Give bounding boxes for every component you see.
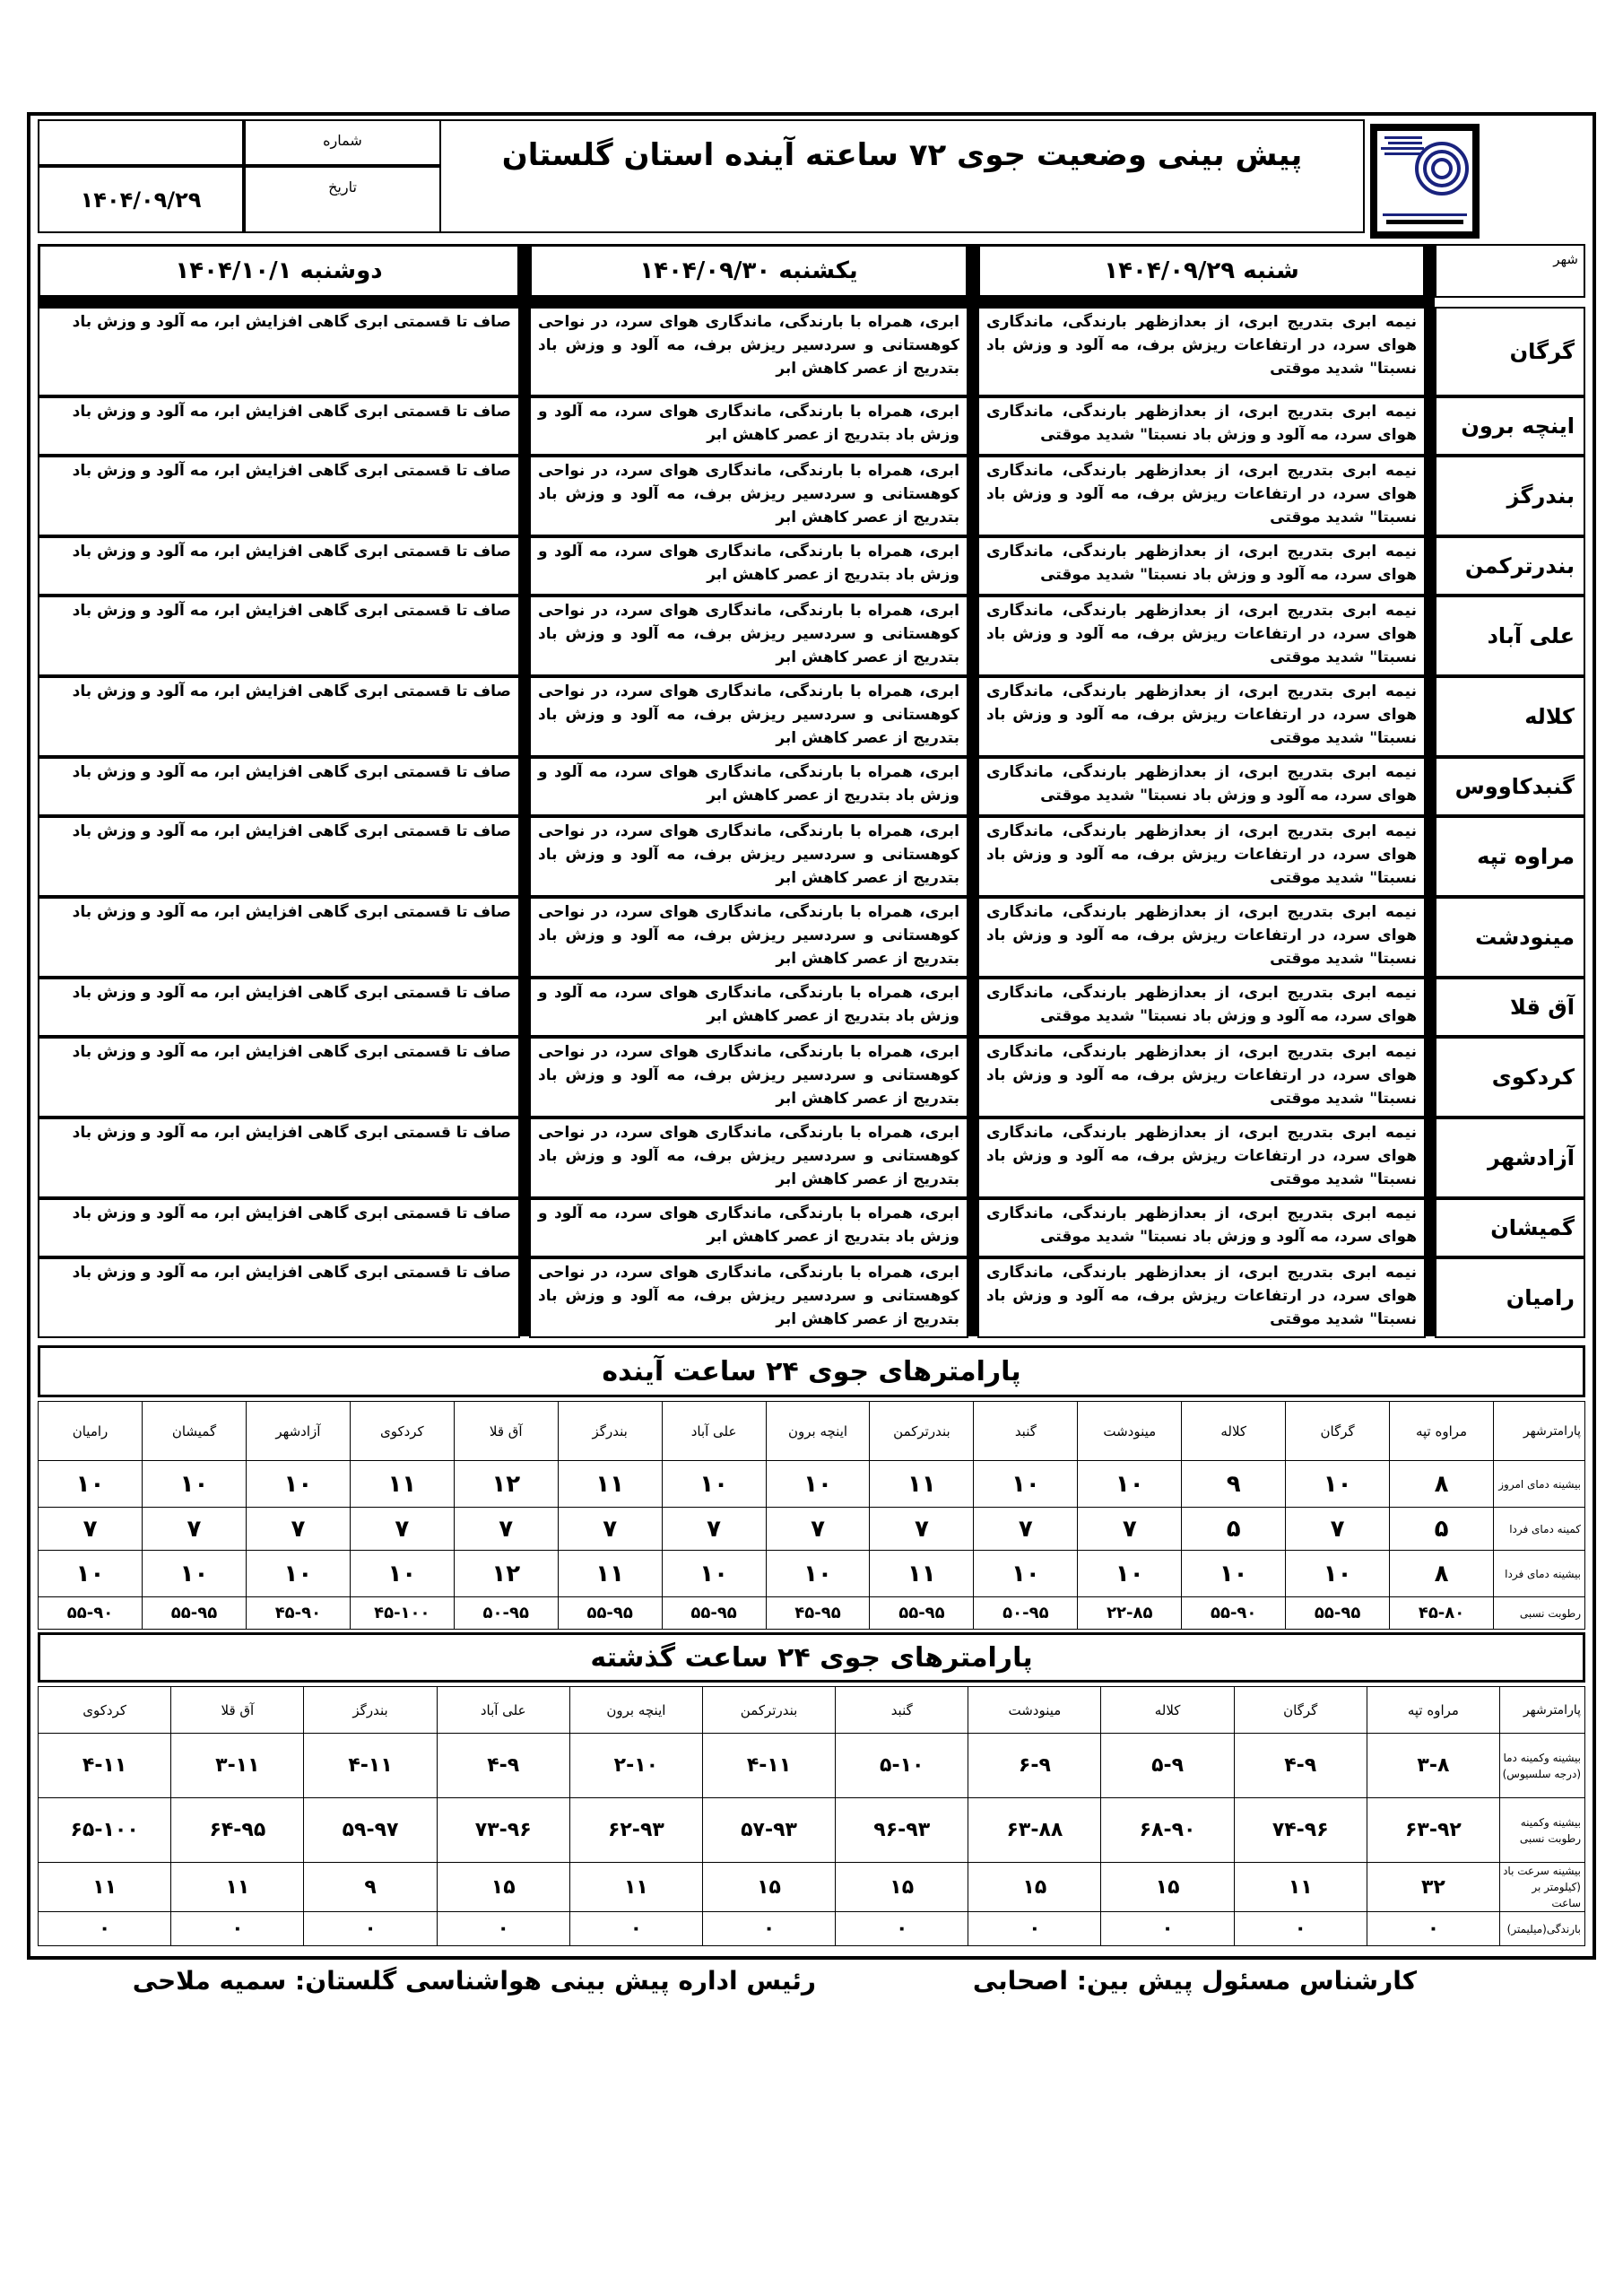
cell-value: ۴-۱۱ — [304, 1734, 437, 1798]
cell-value: ۱۰ — [1078, 1551, 1182, 1597]
cell-value: ۱۰ — [143, 1551, 247, 1597]
column-city: کلاله — [1101, 1687, 1234, 1734]
cell-value: ۱۱ — [558, 1551, 662, 1597]
table-header-row — [39, 1402, 1585, 1461]
column-city: گرگان — [1234, 1687, 1367, 1734]
column-city: اینچه برون — [766, 1402, 870, 1461]
cell-value: ۱۱ — [39, 1863, 171, 1912]
row-divider — [38, 298, 1435, 307]
cell-value: ۷ — [870, 1508, 974, 1551]
forecast-day3: صاف تا قسمتی ابری گاهی افزایش ابر، مه آلود و وزش باد — [38, 757, 520, 816]
city-column-header: شهر — [1435, 244, 1585, 298]
number-label-cell — [244, 119, 441, 166]
forecast-day3: صاف تا قسمتی ابری گاهی افزایش ابر، مه آلود و وزش باد — [38, 897, 520, 978]
cell-value: ۱۰ — [662, 1461, 766, 1508]
cell-value: ۷ — [454, 1508, 558, 1551]
forecast-day1: نیمه ابری بتدریج ابری، از بعدازظهر بارندگی، ماندگاری هوای سرد، مه آلود و وزش باد نسبتا" شدید موقتی — [977, 536, 1426, 596]
cell-value: ۱۰ — [974, 1551, 1078, 1597]
cell-value: ۰ — [171, 1912, 304, 1946]
city-name: رامیان — [1435, 1257, 1585, 1338]
cell-value: ۰ — [1367, 1912, 1499, 1946]
column-city: مراوه تپه — [1390, 1402, 1494, 1461]
cell-value: ۱۲ — [454, 1551, 558, 1597]
cell-value: ۱۱ — [569, 1863, 702, 1912]
cell-value: ۰ — [836, 1912, 968, 1946]
city-name: گرگان — [1435, 307, 1585, 396]
cell-value: ۵ — [1390, 1508, 1494, 1551]
cell-value: ۹ — [1182, 1461, 1286, 1508]
row-label: کمینه دمای فردا — [1494, 1508, 1585, 1551]
city-name: کلاله — [1435, 676, 1585, 757]
forecast-day3: صاف تا قسمتی ابری گاهی افزایش ابر، مه آلود و وزش باد — [38, 456, 520, 536]
cell-value: ۱۱ — [870, 1461, 974, 1508]
column-city: آزادشهر — [246, 1402, 350, 1461]
forecast-day2: ابری، همراه با بارندگی، ماندگاری هوای سرد، مه آلود و وزش باد بتدریج از عصر کاهش ابر — [529, 978, 968, 1037]
forecast-day1: نیمه ابری بتدریج ابری، از بعدازظهر بارندگی، ماندگاری هوای سرد، مه آلود و وزش باد نسبتا" شدید موقتی — [977, 978, 1426, 1037]
cell-value: ۴-۱۱ — [39, 1734, 171, 1798]
forecast-day2: ابری، همراه با بارندگی، ماندگاری هوای سرد، در نواحی کوهستانی و سردسیر ریزش برف، مه آلود و وزش باد بتدریج از عصر کاهش ابر — [529, 676, 968, 757]
cell-value: ۱۰ — [350, 1551, 454, 1597]
cell-value: ۷۴-۹۶ — [1234, 1798, 1367, 1863]
column-divider — [1426, 244, 1435, 1336]
forecast-day2: ابری، همراه با بارندگی، ماندگاری هوای سرد، در نواحی کوهستانی و سردسیر ریزش برف، مه آلود و وزش باد بتدریج از عصر کاهش ابر — [529, 307, 968, 396]
cell-value: ۶۳-۹۲ — [1367, 1798, 1499, 1863]
cell-value: ۳-۸ — [1367, 1734, 1499, 1798]
meteorological-organization-logo — [1370, 124, 1480, 239]
forecast-day3: صاف تا قسمتی ابری گاهی افزایش ابر، مه آلود و وزش باد — [38, 1118, 520, 1198]
forecast-day3: صاف تا قسمتی ابری گاهی افزایش ابر، مه آلود و وزش باد — [38, 676, 520, 757]
cell-value: ۱۰ — [143, 1461, 247, 1508]
logo-emblem-icon — [1377, 131, 1472, 231]
forecast-day3: صاف تا قسمتی ابری گاهی افزایش ابر، مه آلود و وزش باد — [38, 307, 520, 396]
cell-value: ۷ — [246, 1508, 350, 1551]
cell-value: ۵۵-۹۰ — [39, 1597, 143, 1630]
forecast-day2: ابری، همراه با بارندگی، ماندگاری هوای سرد، مه آلود و وزش باد بتدریج از عصر کاهش ابر — [529, 757, 968, 816]
cell-value: ۴-۱۱ — [702, 1734, 835, 1798]
column-city: رامیان — [39, 1402, 143, 1461]
cell-value: ۰ — [968, 1912, 1101, 1946]
cell-value: ۱۰ — [974, 1461, 1078, 1508]
cell-value: ۵۷-۹۳ — [702, 1798, 835, 1863]
column-city: بندرترکمن — [870, 1402, 974, 1461]
city-name: آزادشهر — [1435, 1118, 1585, 1198]
cell-value: ۲۲-۸۵ — [1078, 1597, 1182, 1630]
column-city: گمیشان — [143, 1402, 247, 1461]
cell-value: ۷۳-۹۶ — [437, 1798, 569, 1863]
cell-value: ۶۲-۹۳ — [569, 1798, 702, 1863]
cell-value: ۱۰ — [39, 1461, 143, 1508]
cell-value: ۶-۹ — [968, 1734, 1101, 1798]
cell-value: ۴۵-۸۰ — [1390, 1597, 1494, 1630]
cell-value: ۸ — [1390, 1551, 1494, 1597]
row-label: رطوبت نسبی — [1494, 1597, 1585, 1630]
row-label: بیشینه وکمینه رطوبت نسبی — [1500, 1798, 1585, 1863]
cell-value: ۱۰ — [1286, 1551, 1390, 1597]
cell-value: ۷ — [143, 1508, 247, 1551]
cell-value: ۷ — [974, 1508, 1078, 1551]
cell-value: ۹۶-۹۳ — [836, 1798, 968, 1863]
forecast-day1: نیمه ابری بتدریج ابری، از بعدازظهر بارندگی، ماندگاری هوای سرد، مه آلود و وزش باد نسبتا" شدید موقتی — [977, 1198, 1426, 1257]
column-city: اینچه برون — [569, 1687, 702, 1734]
city-name: بندرترکمن — [1435, 536, 1585, 596]
date-value: ۱۴۰۴/۰۹/۲۹ — [80, 187, 202, 213]
cell-value: ۵۵-۹۵ — [662, 1597, 766, 1630]
cell-value: ۱۱ — [171, 1863, 304, 1912]
cell-value: ۵۵-۹۵ — [143, 1597, 247, 1630]
table-header-row — [39, 1687, 1585, 1734]
forecast-day1: نیمه ابری بتدریج ابری، از بعدازظهر بارندگی، ماندگاری هوای سرد، در ارتفاعات ریزش برف، مه آلود و وزش باد نسبتا" شدید موقتی — [977, 1257, 1426, 1338]
cell-value: ۶۸-۹۰ — [1101, 1798, 1234, 1863]
column-city: گرگان — [1286, 1402, 1390, 1461]
cell-value: ۲-۱۰ — [569, 1734, 702, 1798]
forecast-day1: نیمه ابری بتدریج ابری، از بعدازظهر بارندگی، ماندگاری هوای سرد، مه آلود و وزش باد نسبتا" شدید موقتی — [977, 757, 1426, 816]
city-name: اینچه برون — [1435, 396, 1585, 456]
forecast-day2: ابری، همراه با بارندگی، ماندگاری هوای سرد، مه آلود و وزش باد بتدریج از عصر کاهش ابر — [529, 536, 968, 596]
row-label: بیشینه دمای فردا — [1494, 1551, 1585, 1597]
cell-value: ۴-۹ — [1234, 1734, 1367, 1798]
forecast-day3: صاف تا قسمتی ابری گاهی افزایش ابر، مه آلود و وزش باد — [38, 978, 520, 1037]
cell-value: ۱۰ — [246, 1551, 350, 1597]
table-row — [39, 1734, 1585, 1798]
city-name: مراوه تپه — [1435, 816, 1585, 897]
city-name: علی آباد — [1435, 596, 1585, 676]
column-city: بندرگز — [304, 1687, 437, 1734]
forecast-day1: نیمه ابری بتدریج ابری، از بعدازظهر بارندگی، ماندگاری هوای سرد، در ارتفاعات ریزش برف، مه آلود و وزش باد نسبتا" شدید موقتی — [977, 1118, 1426, 1198]
date-label-cell — [244, 166, 441, 233]
number-value — [39, 121, 242, 164]
column-city: علی آباد — [662, 1402, 766, 1461]
cell-value: ۹ — [304, 1863, 437, 1912]
cell-value: ۴۵-۹۰ — [246, 1597, 350, 1630]
forecast-day2: ابری، همراه با بارندگی، ماندگاری هوای سرد، در نواحی کوهستانی و سردسیر ریزش برف، مه آلود و وزش باد بتدریج از عصر کاهش ابر — [529, 897, 968, 978]
column-city: آق قلا — [454, 1402, 558, 1461]
cell-value: ۴۵-۹۵ — [766, 1597, 870, 1630]
city-name: گنبدکاووس — [1435, 757, 1585, 816]
cell-value: ۱۵ — [1101, 1863, 1234, 1912]
cell-value: ۱۰ — [766, 1461, 870, 1508]
cell-value: ۵۵-۹۵ — [870, 1597, 974, 1630]
cell-value: ۶۴-۹۵ — [171, 1798, 304, 1863]
column-city: بندرترکمن — [702, 1687, 835, 1734]
cell-value: ۵۰-۹۵ — [974, 1597, 1078, 1630]
past24-title: پارامترهای جوی ۲۴ ساعت گذشته — [38, 1632, 1585, 1683]
column-city: آق قلا — [171, 1687, 304, 1734]
forecast-day2: ابری، همراه با بارندگی، ماندگاری هوای سرد، در نواحی کوهستانی و سردسیر ریزش برف، مه آلود و وزش باد بتدریج از عصر کاهش ابر — [529, 1118, 968, 1198]
cell-value: ۳-۱۱ — [171, 1734, 304, 1798]
forecast-day2: ابری، همراه با بارندگی، ماندگاری هوای سرد، در نواحی کوهستانی و سردسیر ریزش برف، مه آلود و وزش باد بتدریج از عصر کاهش ابر — [529, 816, 968, 897]
cell-value: ۱۰ — [1286, 1461, 1390, 1508]
cell-value: ۱۵ — [836, 1863, 968, 1912]
cell-value: ۷ — [39, 1508, 143, 1551]
forecast-day1: نیمه ابری بتدریج ابری، از بعدازظهر بارندگی، ماندگاری هوای سرد، در ارتفاعات ریزش برف، مه آلود و وزش باد نسبتا" شدید موقتی — [977, 596, 1426, 676]
forecast-day3: صاف تا قسمتی ابری گاهی افزایش ابر، مه آلود و وزش باد — [38, 816, 520, 897]
table-row — [39, 1461, 1585, 1508]
forecast-day3: صاف تا قسمتی ابری گاهی افزایش ابر، مه آلود و وزش باد — [38, 396, 520, 456]
cell-value: ۱۰ — [1182, 1551, 1286, 1597]
cell-value: ۵۵-۹۰ — [1182, 1597, 1286, 1630]
column-city: بندرگز — [558, 1402, 662, 1461]
date-label: تاریخ — [328, 178, 357, 196]
page-title: پیش بینی وضعیت جوی ۷۲ ساعته آینده استان گلستان — [501, 137, 1303, 173]
table-row — [39, 1798, 1585, 1863]
forecast-day2: ابری، همراه با بارندگی، ماندگاری هوای سرد، در نواحی کوهستانی و سردسیر ریزش برف، مه آلود و وزش باد بتدریج از عصر کاهش ابر — [529, 596, 968, 676]
cell-value: ۷ — [662, 1508, 766, 1551]
table-row — [39, 1508, 1585, 1551]
column-city: گنبد — [974, 1402, 1078, 1461]
row-label: بیشینه دمای امروز — [1494, 1461, 1585, 1508]
head-signature: رئیس اداره پیش بینی هواشناسی گلستان: سمیه ملاحی — [132, 1966, 816, 1996]
forecast-day2: ابری، همراه با بارندگی، ماندگاری هوای سرد، مه آلود و وزش باد بتدریج از عصر کاهش ابر — [529, 396, 968, 456]
column-city: کلاله — [1182, 1402, 1286, 1461]
cell-value: ۵۹-۹۷ — [304, 1798, 437, 1863]
forecast-day1: نیمه ابری بتدریج ابری، از بعدازظهر بارندگی، ماندگاری هوای سرد، در ارتفاعات ریزش برف، مه آلود و وزش باد نسبتا" شدید موقتی — [977, 897, 1426, 978]
next24-table — [38, 1401, 1585, 1630]
cell-value: ۱۱ — [870, 1551, 974, 1597]
table-row — [39, 1551, 1585, 1597]
forecast-day3: صاف تا قسمتی ابری گاهی افزایش ابر، مه آلود و وزش باد — [38, 536, 520, 596]
city-name: آق قلا — [1435, 978, 1585, 1037]
cell-value: ۰ — [1101, 1912, 1234, 1946]
forecast-day1: نیمه ابری بتدریج ابری، از بعدازظهر بارندگی، ماندگاری هوای سرد، در ارتفاعات ریزش برف، مه آلود و وزش باد نسبتا" شدید موقتی — [977, 676, 1426, 757]
cell-value: ۵۰-۹۵ — [454, 1597, 558, 1630]
cell-value: ۵۵-۹۵ — [1286, 1597, 1390, 1630]
cell-value: ۱۵ — [437, 1863, 569, 1912]
cell-value: ۱۰ — [662, 1551, 766, 1597]
forecast-day2: ابری، همراه با بارندگی، ماندگاری هوای سرد، در نواحی کوهستانی و سردسیر ریزش برف، مه آلود و وزش باد بتدریج از عصر کاهش ابر — [529, 456, 968, 536]
column-city: علی آباد — [437, 1687, 569, 1734]
row-label: بارندگی(میلیمتر) — [1500, 1912, 1585, 1946]
cell-value: ۴-۹ — [437, 1734, 569, 1798]
column-city: مراوه تپه — [1367, 1687, 1499, 1734]
table-row — [39, 1863, 1585, 1912]
column-city: مینودشت — [968, 1687, 1101, 1734]
cell-value: ۰ — [569, 1912, 702, 1946]
cell-value: ۱۵ — [702, 1863, 835, 1912]
cell-value: ۱۱ — [350, 1461, 454, 1508]
forecast-day1: نیمه ابری بتدریج ابری، از بعدازظهر بارندگی، ماندگاری هوای سرد، در ارتفاعات ریزش برف، مه آلود و وزش باد نسبتا" شدید موقتی — [977, 1037, 1426, 1118]
day-header-3: دوشنبه ۱۴۰۴/۱۰/۱ — [38, 244, 520, 298]
next24-title: پارامترهای جوی ۲۴ ساعت آینده — [38, 1345, 1585, 1397]
cell-value: ۵-۹ — [1101, 1734, 1234, 1798]
number-label: شماره — [323, 132, 362, 149]
cell-value: ۸ — [1390, 1461, 1494, 1508]
cell-value: ۱۵ — [968, 1863, 1101, 1912]
forecast-day3: صاف تا قسمتی ابری گاهی افزایش ابر، مه آلود و وزش باد — [38, 1257, 520, 1338]
column-divider — [520, 244, 529, 1336]
city-name: گمیشان — [1435, 1198, 1585, 1257]
city-name: کردکوی — [1435, 1037, 1585, 1118]
cell-value: ۷ — [766, 1508, 870, 1551]
cell-value: ۴۵-۱۰۰ — [350, 1597, 454, 1630]
city-name: بندرگز — [1435, 456, 1585, 536]
row-label: بیشینه سرعت باد (کیلومتر بر ساعت — [1500, 1863, 1585, 1912]
corner-label: پارامترشهر — [1500, 1687, 1585, 1734]
cell-value: ۰ — [702, 1912, 835, 1946]
number-value-cell — [38, 119, 244, 166]
date-value-cell — [38, 166, 244, 233]
day-header-2: یکشنبه ۱۴۰۴/۰۹/۳۰ — [529, 244, 968, 298]
cell-value: ۱۰ — [39, 1551, 143, 1597]
column-city: گنبد — [836, 1687, 968, 1734]
forecast-day1: نیمه ابری بتدریج ابری، از بعدازظهر بارندگی، ماندگاری هوای سرد، در ارتفاعات ریزش برف، مه آلود و وزش باد نسبتا" شدید موقتی — [977, 816, 1426, 897]
cell-value: ۱۱ — [1234, 1863, 1367, 1912]
city-name: مینودشت — [1435, 897, 1585, 978]
cell-value: ۰ — [1234, 1912, 1367, 1946]
column-city: کردکوی — [350, 1402, 454, 1461]
forecast-day3: صاف تا قسمتی ابری گاهی افزایش ابر، مه آلود و وزش باد — [38, 596, 520, 676]
forecast-day1: نیمه ابری بتدریج ابری، از بعدازظهر بارندگی، ماندگاری هوای سرد، مه آلود و وزش باد نسبتا" شدید موقتی — [977, 396, 1426, 456]
cell-value: ۷ — [558, 1508, 662, 1551]
forecast-day3: صاف تا قسمتی ابری گاهی افزایش ابر، مه آلود و وزش باد — [38, 1198, 520, 1257]
forecaster-signature: کارشناس مسئول پیش بین: اصحابی — [972, 1966, 1417, 1996]
cell-value: ۱۰ — [766, 1551, 870, 1597]
column-city: مینودشت — [1078, 1402, 1182, 1461]
table-row — [39, 1597, 1585, 1630]
past24-table — [38, 1686, 1585, 1946]
title-cell — [441, 119, 1365, 233]
cell-value: ۷ — [1286, 1508, 1390, 1551]
cell-value: ۶۵-۱۰۰ — [39, 1798, 171, 1863]
forecast-day1: نیمه ابری بتدریج ابری، از بعدازظهر بارندگی، ماندگاری هوای سرد، در ارتفاعات ریزش برف، مه آلود و وزش باد نسبتا" شدید موقتی — [977, 307, 1426, 396]
forecast-day2: ابری، همراه با بارندگی، ماندگاری هوای سرد، مه آلود و وزش باد بتدریج از عصر کاهش ابر — [529, 1198, 968, 1257]
forecast-day1: نیمه ابری بتدریج ابری، از بعدازظهر بارندگی، ماندگاری هوای سرد، در ارتفاعات ریزش برف، مه آلود و وزش باد نسبتا" شدید موقتی — [977, 456, 1426, 536]
cell-value: ۱۱ — [558, 1461, 662, 1508]
column-city: کردکوی — [39, 1687, 171, 1734]
cell-value: ۷ — [350, 1508, 454, 1551]
cell-value: ۷ — [1078, 1508, 1182, 1551]
cell-value: ۵۵-۹۵ — [558, 1597, 662, 1630]
forecast-day2: ابری، همراه با بارندگی، ماندگاری هوای سرد، در نواحی کوهستانی و سردسیر ریزش برف، مه آلود و وزش باد بتدریج از عصر کاهش ابر — [529, 1037, 968, 1118]
cell-value: ۰ — [304, 1912, 437, 1946]
day-header-1: شنبه ۱۴۰۴/۰۹/۲۹ — [977, 244, 1426, 298]
table-row — [39, 1912, 1585, 1946]
cell-value: ۵ — [1182, 1508, 1286, 1551]
cell-value: ۱۰ — [246, 1461, 350, 1508]
forecast-day3: صاف تا قسمتی ابری گاهی افزایش ابر، مه آلود و وزش باد — [38, 1037, 520, 1118]
cell-value: ۵-۱۰ — [836, 1734, 968, 1798]
cell-value: ۰ — [39, 1912, 171, 1946]
cell-value: ۰ — [437, 1912, 569, 1946]
cell-value: ۳۲ — [1367, 1863, 1499, 1912]
column-divider — [968, 244, 977, 1336]
cell-value: ۱۰ — [1078, 1461, 1182, 1508]
row-label: بیشینه وکمینه دما (درجه سلسیوس) — [1500, 1734, 1585, 1798]
forecast-day2: ابری، همراه با بارندگی، ماندگاری هوای سرد، در نواحی کوهستانی و سردسیر ریزش برف، مه آلود و وزش باد بتدریج از عصر کاهش ابر — [529, 1257, 968, 1338]
corner-label: پارامترشهر — [1494, 1402, 1585, 1461]
cell-value: ۶۳-۸۸ — [968, 1798, 1101, 1863]
cell-value: ۱۲ — [454, 1461, 558, 1508]
